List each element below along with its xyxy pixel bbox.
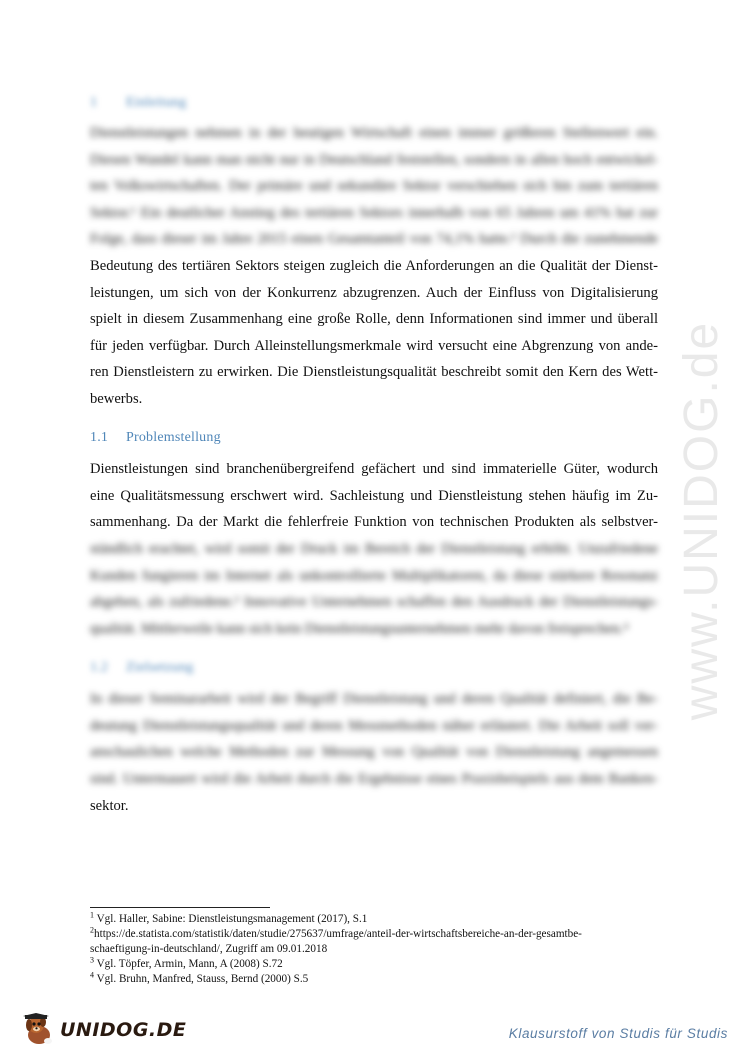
heading-number: 1.1 [90, 430, 109, 445]
text-line: Folge, dass dieser im Jahre 2015 einen Gesamtanteil von 74,1% hatte.² Durch die zunehmende [90, 231, 658, 247]
footnote-text: Vgl. Bruhn, Manfred, Stauss, Bernd (2000) S.5 [94, 973, 309, 985]
footnote-mark: 2 [90, 925, 94, 935]
text-line: ten Volkswirtschaften. Der primäre und sekundäre Sektor verschieben sich hin zum tertiären [90, 178, 658, 194]
footnote-mark: 3 [90, 955, 94, 965]
watermark [662, 270, 742, 770]
footnote [90, 927, 670, 942]
text-line: für jeden verfügbar. Durch Alleinstellungsmerkmale wird versucht eine Abgrenzung von ande- [90, 337, 658, 354]
heading-number: 1 [90, 95, 98, 110]
text-line: sektor. [90, 798, 129, 814]
text-line: Sektor.¹ Ein deutlicher Anstieg des tertiären Sektors innerhalb von 65 Jahren um 41% hat zur [90, 204, 658, 221]
footnote-mark: 1 [90, 910, 94, 920]
text-line: qualität. Mittlerweile kann sich kein Dienstleistungsunternehmen mehr davon freisprechen.⁴ [90, 620, 629, 637]
text-line: sammenhang. Da der Markt die fehlerfreie Funktion von technischen Produkten als selbstver- [90, 514, 658, 530]
paragraph-goal-end [90, 793, 658, 820]
text-line: Dienstleistungen sind branchenübergreifend gefächert und sind immaterielle Güter, wodurch [90, 461, 658, 477]
footnote [90, 942, 670, 957]
footnote [90, 972, 670, 987]
text-line: anschaulichen welche Methoden zur Messung von Qualität von Dienstleistung angemessen [90, 744, 658, 760]
text-line: deutung Dienstleistungsqualität und deren Messmethoden näher erläutert. Die Arbeit soll ver- [90, 717, 658, 734]
dog-mascot-icon [22, 1013, 56, 1047]
section-heading-problemstellung [90, 430, 221, 446]
paragraph-goal-blurred [90, 686, 658, 792]
text-line: bewerbs. [90, 390, 143, 407]
footnote-separator [90, 907, 270, 908]
text-line: Diesen Wandel kann man nicht nur in Deutschland feststellen, sondern in allen hoch entwickel- [90, 151, 658, 168]
logo-text: UNIDOG.DE [60, 1019, 187, 1041]
footnote-text: Vgl. Töpfer, Armin, Mann, A (2008) S.72 [94, 958, 283, 970]
text-line: Dienstleistungen nehmen in der heutigen Wirtschaft einen immer größeren Stellenwert ein. [90, 125, 658, 141]
heading-title: Problemstellung [126, 430, 221, 445]
paragraph-intro [90, 253, 658, 412]
paragraph-problem [90, 456, 658, 536]
text-line: Bedeutung des tertiären Sektors steigen zugleich die Anforderungen an die Qualität der Dienst- [90, 258, 658, 274]
text-line: Kunden fungieren im Internet als unkontrollierte Multiplikatoren, da diese stärkere Resonanz [90, 567, 658, 584]
footnote-mark: 4 [90, 970, 94, 980]
text-line: spielt in diesem Zusammenhang eine große Rolle, denn Informationen sind immer und überall [90, 311, 658, 327]
text-line: In dieser Seminararbeit wird der Begriff Dienstleistung und deren Qualität definiert, die Be- [90, 691, 658, 707]
text-line: leistungen, um sich von der Konkurrenz abzugrenzen. Auch der Einfluss von Digitalisierung [90, 284, 658, 301]
paragraph-intro-blurred [90, 120, 658, 253]
footnotes [90, 912, 670, 987]
paragraph-problem-blurred [90, 536, 658, 642]
footer-tagline: Klausurstoff von Studis für Studis [508, 1026, 728, 1041]
section-heading-zielsetzung [90, 660, 194, 676]
text-line: abgeben, als zufriedene.³ Innovative Unternehmen schaffen den Ausdruck der Dienstleistungs- [90, 594, 658, 610]
watermark-text: www.UNIDOG.de [675, 320, 729, 720]
footnote-text: schaeftigung-in-deutschland/, Zugriff am 09.01.2018 [90, 943, 328, 955]
footnote [90, 912, 670, 927]
footer-logo[interactable] [22, 1012, 186, 1048]
text-line: ren Dienstleistern zu erwirken. Die Dienstleistungsqualität beschreibt somit den Kern des Wett- [90, 364, 658, 380]
heading-number: 1.2 [90, 660, 109, 675]
text-line: sind. Untermauert wird die Arbeit durch die Ergebnisse eines Praxisbeispiels aus dem Banken- [90, 770, 658, 787]
footnote [90, 957, 670, 972]
heading-title: Einleitung [126, 95, 187, 110]
text-line: ständlich erachtet, wird somit der Druck im Bereich der Dienstleistung erhöht. Unzufriedene [90, 541, 658, 557]
text-line: eine Qualitätsmessung erschwert wird. Sachleistung und Dienstleistung stehen häufig im Zu- [90, 487, 658, 504]
footnote-text: https://de.statista.com/statistik/daten/studie/275637/umfrage/anteil-der-wirtschaftsbereiche-an-der-gesamtbe- [94, 928, 582, 940]
heading-title: Zielsetzung [126, 660, 194, 675]
section-heading-1 [90, 95, 186, 111]
footnote-text: Vgl. Haller, Sabine: Dienstleistungsmanagement (2017), S.1 [94, 913, 368, 925]
